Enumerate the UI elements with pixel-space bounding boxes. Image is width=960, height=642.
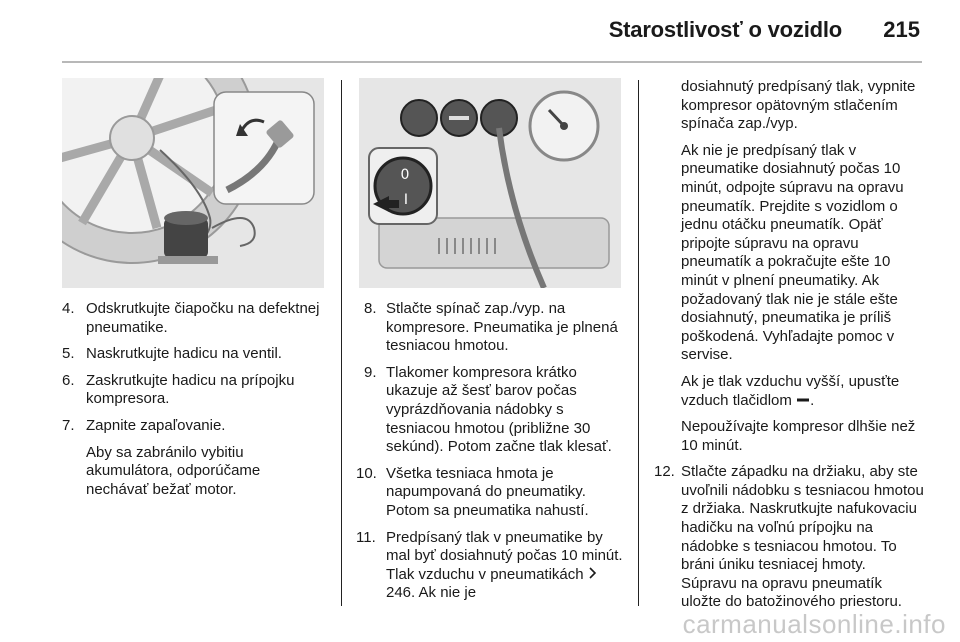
figure-compressor-switch <box>359 78 621 288</box>
list-item-text: Zapnite zapaľovanie. <box>86 416 226 434</box>
list-item <box>62 417 324 499</box>
header-rule <box>62 61 922 63</box>
compressor-switch-illustration <box>359 78 621 288</box>
paragraph: dosiahnutý predpísaný tlak, vypnite kompresor opätovným stlačením spínača zap./vyp. <box>681 78 916 133</box>
svg-text:I: I <box>403 192 409 208</box>
list-item-text: Stlačte západku na držiaku, aby ste uvoľnili nádobku s tesniacou hmotou z držiaka. Naskrutkujte nafukovaciu hadičku na voľnú prípojku na nádobke s tesniacou hmotou. To bráni úniku tesniacej hmoty. Súpravu na opravu pneumatík uložte do batožinového priestoru. <box>681 463 924 611</box>
list-item <box>356 465 626 521</box>
paragraph-text: Ak je tlak vzduchu vyšší, upusťte vzduch tlačidlom <box>681 372 900 409</box>
list-item-number: 11. <box>356 528 376 546</box>
text-column-3 <box>654 78 924 620</box>
text-column-1 <box>62 300 324 507</box>
paragraph: Nepoužívajte kompresor dlhšie než 10 minút. <box>681 418 916 454</box>
list-item-number: 8. <box>364 300 377 317</box>
list-item-number: 6. <box>62 371 75 389</box>
list-item-text: Stlačte spínač zap./vyp. na kompresore. Pneumatika je plnená tesniacou hmotou. <box>386 300 618 355</box>
figure-wheel-compressor <box>62 78 324 288</box>
text-column-2 <box>356 300 626 611</box>
column-divider-right <box>638 80 639 606</box>
page-number: 215 <box>883 17 920 42</box>
list-item-text: Odskrutkujte čiapočku na defektnej pneumatike. <box>86 300 320 336</box>
paragraph <box>654 373 924 410</box>
paragraph: Ak nie je predpísaný tlak v pneumatike dosiahnutý počas 10 minút, odpojte súpravu na opravu pneumatík. Prejdite s vozidlom o jednu otáčku pneumatík. Opäť pripojte súpravu na opravu pneumatík a pokračujte ešte 10 minút v plnení pneumatiky. Ak požadovaný tlak nie je stále ešte dosiahnutý, pneumatika je príliš poškodená. Vyhľadajte pomoc v servise. <box>681 141 904 364</box>
list-item <box>62 345 324 364</box>
list-item-text: Zaskrutkujte hadicu na prípojku kompresora. <box>86 371 295 408</box>
list-item-number: 9. <box>364 363 377 381</box>
item-note: Aby sa zabránilo vybitiu akumulátora, odporúčame nechávať bežať motor. <box>86 443 261 498</box>
list-item <box>654 463 924 612</box>
list-item-text-cont: 246. Ak nie je <box>386 584 477 602</box>
page-reference-arrow-icon[interactable] <box>588 566 597 585</box>
list-item <box>356 364 626 457</box>
page-header <box>0 0 960 62</box>
svg-text:0: 0 <box>400 167 410 183</box>
paragraph-text-end: . <box>810 391 815 409</box>
list-item-number: 12. <box>654 463 675 481</box>
list-item-text: Predpísaný tlak v pneumatike by mal byť dosiahnutý počas 10 minút. Tlak vzduchu v pneumatikách <box>386 528 623 583</box>
list-item-text: Tlakomer kompresora krátko ukazuje až šesť barov počas vyprázdňovania nádobky s tesniacou hmotou (približne 30 sekúnd). Potom začne tlak klesať. <box>386 363 612 456</box>
watermark: carmanualsonline.info <box>682 609 946 639</box>
list-item-number: 7. <box>62 416 75 434</box>
list-item-text: Všetka tesniaca hmota je napumpovaná do pneumatiky. Potom sa pneumatika nahustí. <box>386 464 589 519</box>
list-item-number: 10. <box>356 464 377 482</box>
list-item-number: 5. <box>62 345 75 363</box>
column-divider-left <box>341 80 342 606</box>
list-item <box>62 300 324 337</box>
wheel-compressor-illustration <box>62 78 324 288</box>
list-item <box>62 372 324 409</box>
page-title: Starostlivosť o vozidlo <box>608 17 842 42</box>
list-item-number: 4. <box>62 300 75 317</box>
list-item <box>356 529 626 603</box>
list-item-text: Naskrutkujte hadicu na ventil. <box>86 345 282 363</box>
deflate-button-icon <box>796 392 810 411</box>
list-item <box>356 300 626 356</box>
